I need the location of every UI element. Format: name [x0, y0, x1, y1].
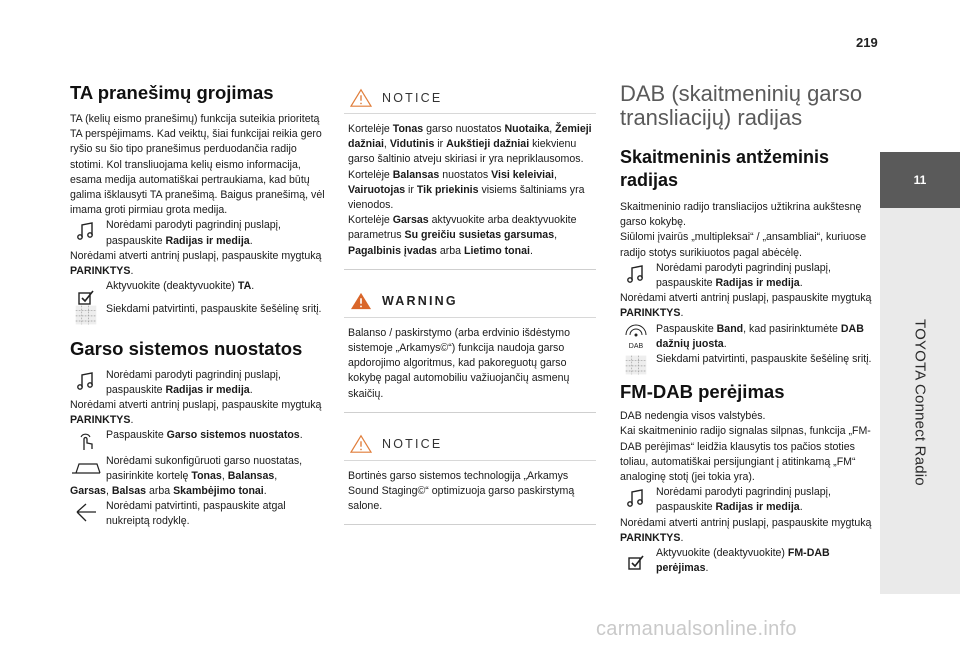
- fm-intro-2: Kai skaitmeninio radijo signalas silpnas, funkcija „FM-DAB perėjimas“ leidžia klausytis tos pačios stoties toliau, automatiškai persijungiant į atitinkamą „FM“ analoginę stotį (jei tokia yra).: [620, 425, 871, 484]
- digital-intro-2: Siūlomi įvairūs „multipleksai“ / „ansambliai“, kuriuose radijo stotys surikiuotos pagal abėcėlę.: [620, 231, 867, 259]
- music-note-icon: [72, 219, 100, 247]
- fm-step-2: Norėdami atverti antrinį puslapį, paspauskite mygtuką PARINKTYS.: [620, 516, 872, 544]
- ta-step-3: Aktyvuokite (deaktyvuokite) TA.: [70, 279, 328, 294]
- ta-step-2: Norėdami atverti antrinį puslapį, paspauskite mygtuką PARINKTYS.: [70, 249, 322, 278]
- digital-radio-heading: Skaitmeninis antžeminis radijas: [620, 147, 830, 190]
- notice-1-text-b: Kortelėje Balansas nuostatos Visi keleiviai, Vairuotojas ir Tik priekinis visiems šaltiniams yra vienodos.: [348, 168, 585, 212]
- checkbox-icon: [622, 550, 650, 578]
- ta-intro: TA (kelių eismo pranešimų) funkcija suteikia prioritetą TA perspėjimams. Kad veiktų, šiai funkcijai reikia gero ryšio su šio tipo pranešimus perduodančia radijo stotimi. Kol transliuojama kelių eismo informacija, esama medija automatiškai pertraukiama, kad būtų galima išklausyti TA pranešimą. Baigus pranešimą, vėl imama groti pirmiau grota medija.: [70, 113, 325, 217]
- notice-title: NOTICE: [382, 437, 443, 452]
- column-left: [70, 82, 328, 530]
- dab-step-3: DAB Paspauskite Band, kad pasirinktumėte DAB dažnių juosta.: [620, 322, 875, 352]
- notice-triangle-icon: [350, 434, 372, 454]
- chapter-label: TOYOTA Connect Radio: [911, 318, 929, 486]
- ta-step-4: Siekdami patvirtinti, paspauskite šešėlinę sritį.: [70, 302, 328, 317]
- music-note-icon: [622, 486, 650, 514]
- audio-settings-heading: Garso sistemos nuostatos: [70, 337, 303, 359]
- tab-card-icon: [70, 455, 102, 483]
- music-note-icon: [622, 262, 650, 290]
- chapter-number: 11: [880, 152, 960, 208]
- page-number: 219: [856, 35, 878, 50]
- fm-step-1: Norėdami parodyti pagrindinį puslapį, paspauskite Radijas ir medija.: [620, 485, 875, 515]
- chapter-tab: [880, 152, 960, 594]
- warning-box: [344, 286, 596, 413]
- shaded-area-icon: [72, 303, 100, 331]
- fm-step-3: Aktyvuokite (deaktyvuokite) FM-DAB perėjimas.: [620, 546, 875, 576]
- notice-box-1: [344, 82, 596, 270]
- warning-triangle-icon: [350, 291, 372, 311]
- column-right: [620, 82, 875, 576]
- warning-title: WARNING: [382, 294, 458, 309]
- notice-box-2: [344, 429, 596, 526]
- audio-step-4-cont: Garsas, Balsas arba Skambėjimo tonai.: [70, 485, 267, 498]
- column-middle: [344, 82, 596, 525]
- audio-step-2: Norėdami atverti antrinį puslapį, paspauskite mygtuką PARINKTYS.: [70, 399, 322, 427]
- fm-dab-heading: FM-DAB perėjimas: [620, 381, 785, 403]
- digital-intro-1: Skaitmeninio radijo transliacijos užtikrina aukštesnę garso kokybę.: [620, 201, 862, 229]
- audio-step-3: Paspauskite Garso sistemos nuostatos.: [70, 428, 328, 443]
- audio-step-5: Norėdami patvirtinti, paspauskite atgal nukreiptą rodyklę.: [70, 499, 328, 529]
- dab-step-1: Norėdami parodyti pagrindinį puslapį, paspauskite Radijas ir medija.: [620, 261, 875, 291]
- ta-heading: TA pranešimų grojimas: [70, 82, 274, 103]
- dab-signal-icon: [622, 323, 650, 351]
- notice-1-text-a: Kortelėje Tonas garso nuostatos Nuotaika, Žemieji dažniai, Vidutinis ir Aukštieji dažniai kiekvienu garso šaltinio atveju skiriasi ir yra nepriklausomos.: [348, 123, 592, 166]
- audio-step-1: Norėdami parodyti pagrindinį puslapį, paspauskite Radijas ir medija.: [70, 368, 328, 398]
- dab-step-2: Norėdami atverti antrinį puslapį, paspauskite mygtuką PARINKTYS.: [620, 292, 872, 320]
- shaded-area-icon: [622, 353, 650, 381]
- svg-text:DAB: DAB: [628, 342, 644, 350]
- back-arrow-icon: [72, 500, 100, 528]
- dab-heading: DAB (skaitmeninių garso transliacijų) radijas: [620, 81, 863, 130]
- warning-text: Balanso / paskirstymo (arba erdvinio išdėstymo sistemoje „Arkamys©“) funkcija naudoja garso apdorojimo algoritmus, kad pakoreguotų garso kokybę pagal automobiliu važiuojančių asmenų skaičių.: [348, 326, 570, 400]
- notice-triangle-icon: [350, 88, 372, 108]
- music-note-icon: [72, 369, 100, 397]
- notice-title: NOTICE: [382, 90, 443, 105]
- notice-1-text-c: Kortelėje Garsas aktyvuokite arba deaktyvuokite parametrus Su greičiu susietas garsumas, Pagalbinis įvadas arba Lietimo tonai.: [348, 214, 577, 257]
- dab-step-4: Siekdami patvirtinti, paspauskite šešėlinę sritį.: [620, 352, 875, 367]
- notice-2-text: Bortinės garso sistemos technologija „Arkamys Sound Staging©“ optimizuoja garso paskirstymą salone.: [348, 469, 575, 513]
- audio-step-4: Norėdami sukonfigūruoti garso nuostatas, pasirinkite kortelę Tonas, Balansas,: [70, 454, 328, 484]
- fm-intro-1: DAB nedengia visos valstybės.: [620, 410, 766, 423]
- watermark: carmanualsonline.info: [596, 618, 797, 640]
- ta-step-1: Norėdami parodyti pagrindinį puslapį, paspauskite Radijas ir medija.: [70, 218, 328, 248]
